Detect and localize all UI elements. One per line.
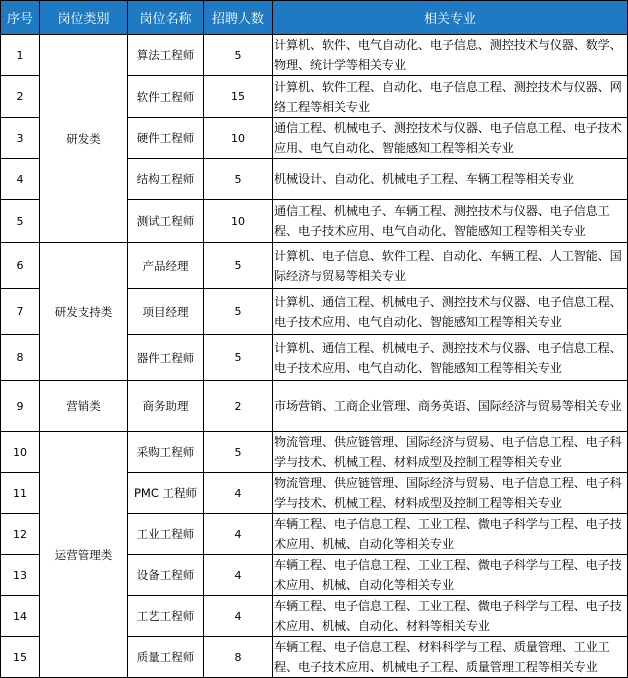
position-cell: 测试工程师	[128, 200, 204, 243]
major-cell: 计算机、软件工程、自动化、电子信息工程、测控技术与仪器、网络工程等相关专业	[273, 76, 628, 118]
count-cell: 5	[204, 35, 273, 76]
row-seq: 13	[1, 555, 40, 596]
position-cell: 硬件工程师	[128, 118, 204, 159]
row-seq: 11	[1, 473, 40, 514]
position-cell: 结构工程师	[128, 159, 204, 200]
header-seq: 序号	[1, 1, 40, 35]
row-seq: 4	[1, 159, 40, 200]
major-cell: 物流管理、供应链管理、国际经济与贸易、电子信息工程、电子科学与技术、机械工程、材料成型及控制工程等相关专业	[273, 432, 628, 473]
table-row	[1, 381, 628, 432]
position-cell: 软件工程师	[128, 76, 204, 118]
header-count: 招聘人数	[204, 1, 273, 35]
header-row	[1, 1, 628, 35]
table-body	[1, 35, 628, 678]
position-cell: 器件工程师	[128, 335, 204, 381]
position-cell: 产品经理	[128, 243, 204, 289]
position-cell: 项目经理	[128, 289, 204, 335]
category-cell: 研发类	[40, 35, 128, 243]
count-cell: 5	[204, 289, 273, 335]
position-cell: PMC 工程师	[128, 473, 204, 514]
row-seq: 6	[1, 243, 40, 289]
count-cell: 5	[204, 432, 273, 473]
count-cell: 5	[204, 335, 273, 381]
major-cell: 通信工程、机械电子、车辆工程、测控技术与仪器、电子信息工程、电子技术应用、电气自动化、智能感知工程等相关专业	[273, 200, 628, 243]
major-cell: 物流管理、供应链管理、国际经济与贸易、电子信息工程、电子科学与技术、机械工程、材料成型及控制工程等相关专业	[273, 473, 628, 514]
row-seq: 10	[1, 432, 40, 473]
table-row	[1, 432, 628, 473]
row-seq: 1	[1, 35, 40, 76]
count-cell: 4	[204, 596, 273, 637]
row-seq: 12	[1, 514, 40, 555]
row-seq: 5	[1, 200, 40, 243]
position-cell: 算法工程师	[128, 35, 204, 76]
count-cell: 5	[204, 159, 273, 200]
major-cell: 机械设计、自动化、机械电子工程、车辆工程等相关专业	[273, 159, 628, 200]
category-cell: 研发支持类	[40, 243, 128, 381]
position-cell: 工业工程师	[128, 514, 204, 555]
position-cell: 商务助理	[128, 381, 204, 432]
count-cell: 15	[204, 76, 273, 118]
major-cell: 市场营销、工商企业管理、商务英语、国际经济与贸易等相关专业	[273, 381, 628, 432]
table-row	[1, 243, 628, 289]
row-seq: 3	[1, 118, 40, 159]
table-row	[1, 35, 628, 76]
category-cell: 营销类	[40, 381, 128, 432]
position-cell: 工艺工程师	[128, 596, 204, 637]
row-seq: 9	[1, 381, 40, 432]
count-cell: 10	[204, 200, 273, 243]
header-major: 相关专业	[273, 1, 628, 35]
count-cell: 8	[204, 637, 273, 678]
position-cell: 设备工程师	[128, 555, 204, 596]
count-cell: 5	[204, 243, 273, 289]
major-cell: 车辆工程、电子信息工程、材料科学与工程、质量管理、工业工程、电子技术应用、机械电子工程、质量管理工程等相关专业	[273, 637, 628, 678]
major-cell: 计算机、软件、电气自动化、电子信息、测控技术与仪器、数学、物理、统计学等相关专业	[273, 35, 628, 76]
row-seq: 7	[1, 289, 40, 335]
position-cell: 质量工程师	[128, 637, 204, 678]
header-category: 岗位类别	[40, 1, 128, 35]
count-cell: 4	[204, 473, 273, 514]
table-header	[1, 1, 628, 35]
count-cell: 4	[204, 514, 273, 555]
count-cell: 2	[204, 381, 273, 432]
major-cell: 车辆工程、电子信息工程、工业工程、微电子科学与工程、电子技术应用、机械、自动化、材料等相关专业	[273, 596, 628, 637]
count-cell: 10	[204, 118, 273, 159]
major-cell: 通信工程、机械电子、测控技术与仪器、电子信息工程、电子技术应用、电气自动化、智能感知工程等相关专业	[273, 118, 628, 159]
major-cell: 车辆工程、电子信息工程、工业工程、微电子科学与工程、电子技术应用、机械、自动化等相关专业	[273, 555, 628, 596]
major-cell: 计算机、通信工程、机械电子、测控技术与仪器、电子信息工程、电子技术应用、电气自动化、智能感知工程等相关专业	[273, 335, 628, 381]
row-seq: 15	[1, 637, 40, 678]
major-cell: 车辆工程、电子信息工程、工业工程、微电子科学与工程、电子技术应用、机械、自动化等相关专业	[273, 514, 628, 555]
header-position: 岗位名称	[128, 1, 204, 35]
row-seq: 14	[1, 596, 40, 637]
major-cell: 计算机、通信工程、机械电子、测控技术与仪器、电子信息工程、电子技术应用、电气自动化、智能感知工程等相关专业	[273, 289, 628, 335]
major-cell: 计算机、电子信息、软件工程、自动化、车辆工程、人工智能、国际经济与贸易等相关专业	[273, 243, 628, 289]
row-seq: 2	[1, 76, 40, 118]
position-cell: 采购工程师	[128, 432, 204, 473]
category-cell: 运营管理类	[40, 432, 128, 678]
row-seq: 8	[1, 335, 40, 381]
count-cell: 4	[204, 555, 273, 596]
